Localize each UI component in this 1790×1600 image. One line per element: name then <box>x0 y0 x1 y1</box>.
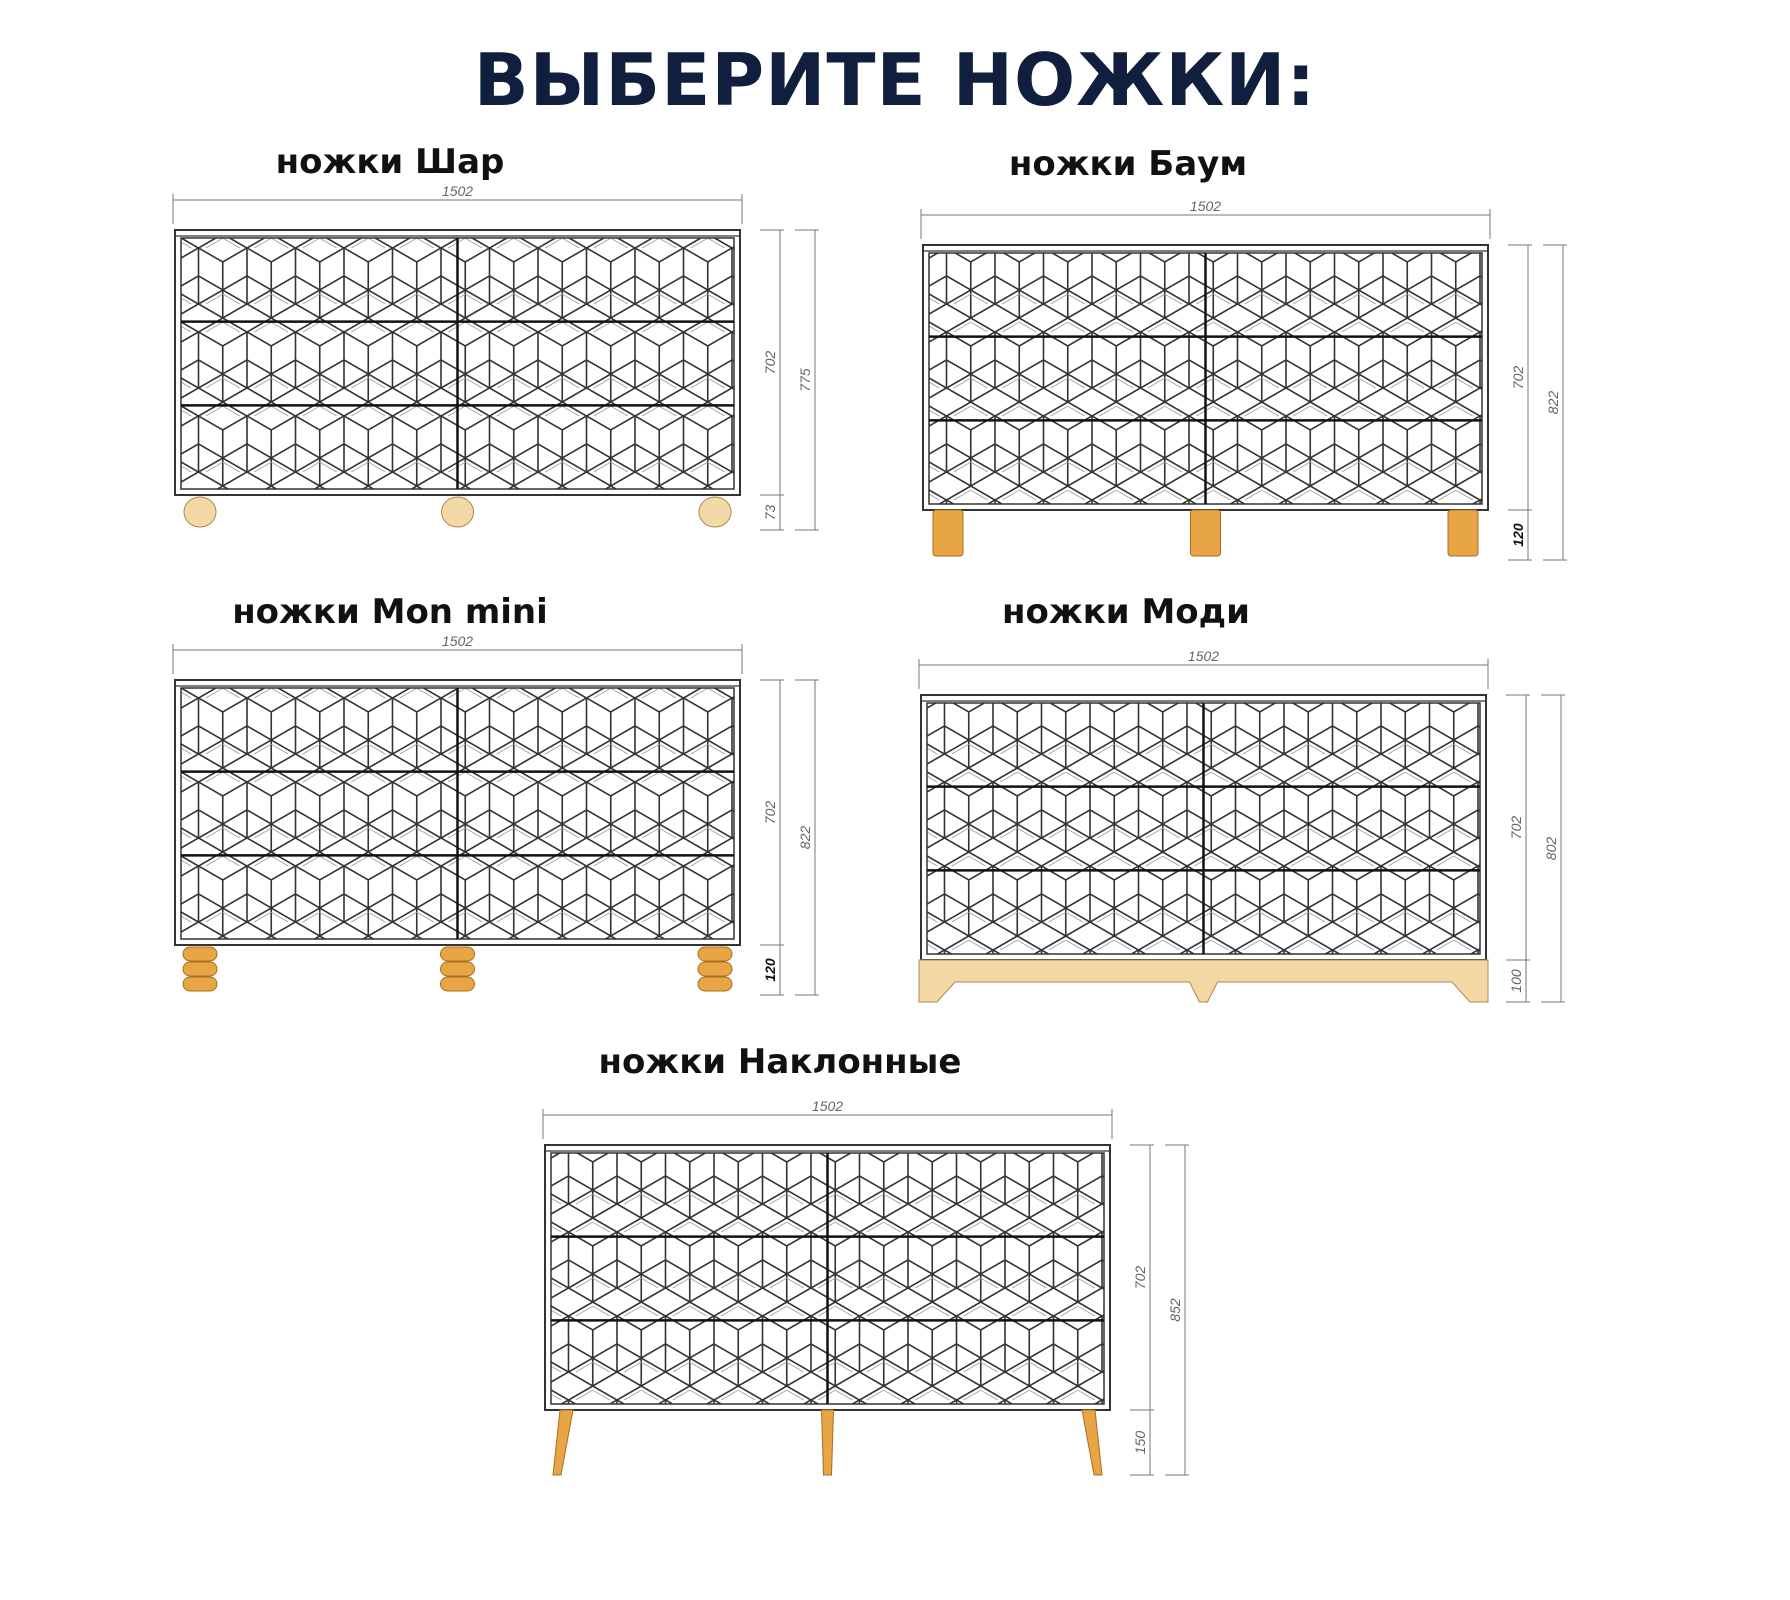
ring-leg <box>441 947 475 961</box>
ring-leg <box>441 977 475 991</box>
dimension-height <box>795 230 819 530</box>
dimension-width-label: 1502 <box>441 633 474 649</box>
dimension-height-label: 73 <box>762 504 778 521</box>
dimension-width-label: 1502 <box>1187 648 1220 664</box>
variant-title: ножки Наклонные <box>598 1042 962 1082</box>
angled-leg <box>822 1410 834 1475</box>
dimension-width-label: 1502 <box>441 183 474 199</box>
cylinder-leg <box>1191 510 1221 556</box>
plinth-base <box>919 960 1488 1002</box>
dimension-height <box>1130 1145 1154 1410</box>
dimension-height-label: 822 <box>1545 390 1561 415</box>
dimension-height-label: 802 <box>1543 836 1559 861</box>
ball-leg <box>184 497 216 527</box>
variant-naklonnye[interactable] <box>520 1042 1280 1470</box>
variant-shar[interactable] <box>150 142 910 570</box>
dimension-height <box>1506 960 1530 1002</box>
dimension-height <box>1543 245 1567 560</box>
dimension-height-label: 150 <box>1132 1430 1148 1455</box>
angled-leg <box>1082 1410 1102 1475</box>
dimension-height-label: 702 <box>1132 1265 1148 1290</box>
ring-leg <box>698 947 732 961</box>
dresser-drawing <box>520 1050 1280 1470</box>
ring-leg <box>698 962 732 976</box>
dimension-height-label: 702 <box>762 350 778 375</box>
ring-leg <box>698 977 732 991</box>
dimension-height-label: 822 <box>797 825 813 850</box>
dimension-height-label: 852 <box>1167 1298 1183 1322</box>
dimension-height-label: 120 <box>762 958 778 982</box>
dimension-height <box>760 680 784 945</box>
variant-title: ножки Mon mini <box>232 592 548 632</box>
variant-baum[interactable] <box>898 144 1658 570</box>
dimension-height <box>1130 1410 1154 1475</box>
dimension-width <box>919 648 1488 689</box>
variant-title: ножки Моди <box>1002 592 1250 632</box>
ball-leg <box>442 497 474 527</box>
ring-leg <box>183 962 217 976</box>
dimension-height <box>795 680 819 995</box>
dimension-height <box>1508 510 1532 560</box>
dimension-height-label: 702 <box>1508 815 1524 840</box>
ring-leg <box>183 977 217 991</box>
dimension-width <box>921 198 1490 239</box>
dresser-drawing <box>150 150 910 570</box>
dimension-height <box>760 230 784 495</box>
dresser-drawing <box>898 150 1658 570</box>
ball-leg <box>699 497 731 527</box>
dimension-width <box>543 1098 1112 1139</box>
dimension-width <box>173 633 742 674</box>
dimension-height <box>1541 695 1565 1002</box>
cylinder-leg <box>1448 510 1478 556</box>
dimension-height-label: 100 <box>1508 969 1524 993</box>
dimension-width <box>173 183 742 224</box>
page-title: ВЫБЕРИТЕ НОЖКИ: <box>473 38 1317 122</box>
dimension-height-label: 120 <box>1510 523 1526 547</box>
dresser-drawing <box>896 600 1656 1020</box>
dimension-width-label: 1502 <box>1189 198 1222 214</box>
angled-leg <box>553 1410 573 1475</box>
variant-mon-mini[interactable] <box>150 592 910 1020</box>
dimension-height <box>1506 695 1530 960</box>
variant-modi[interactable] <box>896 592 1656 1020</box>
cylinder-leg <box>933 510 963 556</box>
dimension-height <box>1508 245 1532 510</box>
dimension-height-label: 775 <box>797 368 813 392</box>
dresser-drawing <box>150 600 910 1020</box>
ring-leg <box>441 962 475 976</box>
dimension-height <box>760 945 784 995</box>
variant-title: ножки Шар <box>275 142 505 182</box>
dimension-height <box>1165 1145 1189 1475</box>
variant-title: ножки Баум <box>1008 144 1248 184</box>
dimension-height-label: 702 <box>762 800 778 825</box>
dimension-height <box>760 495 784 530</box>
ring-leg <box>183 947 217 961</box>
dimension-width-label: 1502 <box>811 1098 844 1114</box>
dimension-height-label: 702 <box>1510 365 1526 390</box>
